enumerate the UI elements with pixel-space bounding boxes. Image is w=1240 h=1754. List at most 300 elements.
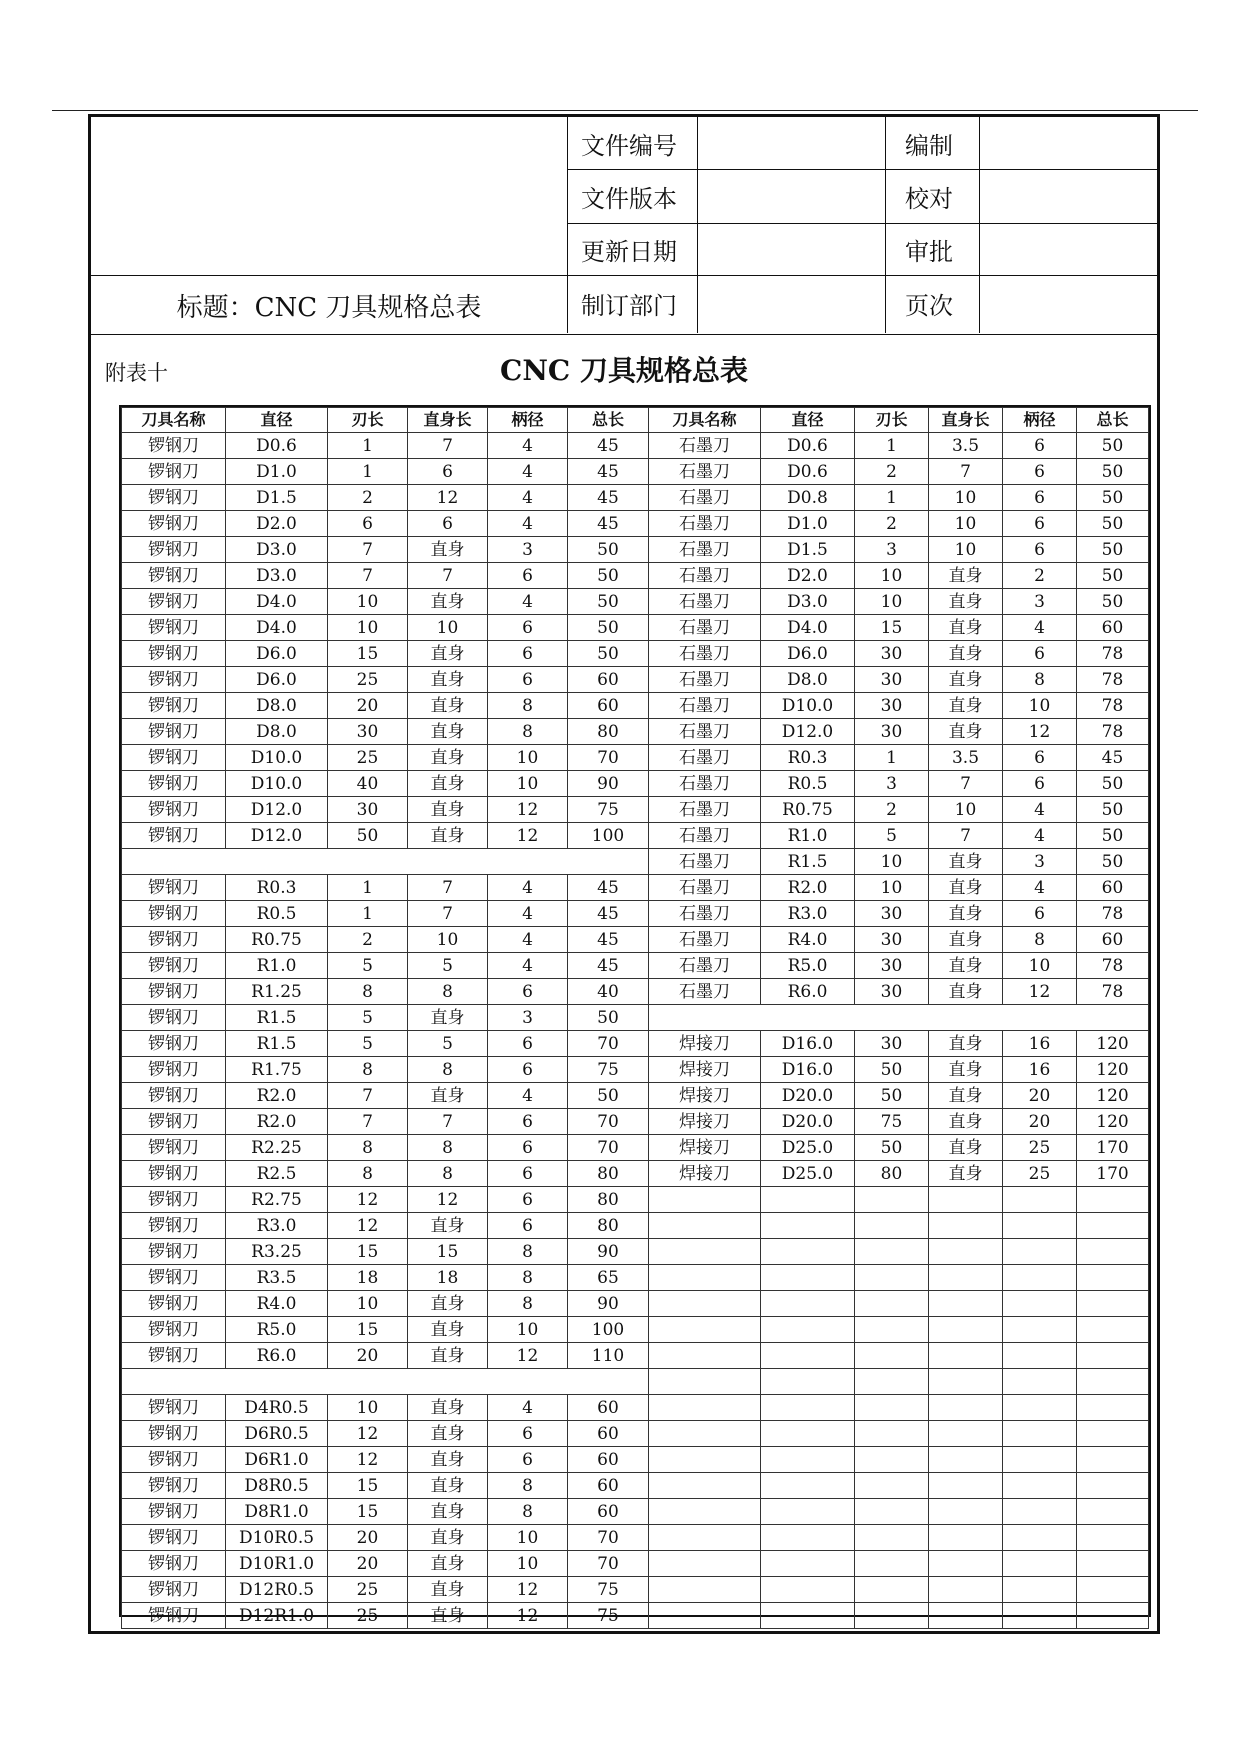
straight-length-cell (929, 1603, 1003, 1629)
table-row (122, 1291, 1149, 1317)
straight-length-cell: 12 (408, 1187, 488, 1213)
table-row (122, 1083, 1149, 1109)
table-row (122, 797, 1149, 823)
diameter-cell: R1.5 (761, 849, 855, 875)
total-length-cell: 50 (568, 537, 649, 563)
diameter-cell: D16.0 (761, 1031, 855, 1057)
diameter-cell: D8.0 (226, 719, 328, 745)
shank-diameter-cell: 4 (1003, 797, 1077, 823)
table-row (122, 1317, 1149, 1343)
flute-length-cell: 3 (855, 537, 929, 563)
flute-length-cell (855, 1395, 929, 1421)
flute-length-cell: 75 (855, 1109, 929, 1135)
table-row (122, 1421, 1149, 1447)
col-header-straight-length-2: 直身长 (929, 408, 1003, 433)
straight-length-cell: 直身 (929, 1031, 1003, 1057)
total-length-cell: 78 (1077, 719, 1149, 745)
total-length-cell (1077, 1395, 1149, 1421)
shank-diameter-cell: 6 (488, 1057, 568, 1083)
total-length-cell: 65 (568, 1265, 649, 1291)
table-row (122, 615, 1149, 641)
straight-length-cell: 直身 (929, 641, 1003, 667)
flute-length-cell: 15 (328, 1317, 408, 1343)
flute-length-cell: 7 (328, 563, 408, 589)
shank-diameter-cell: 10 (488, 745, 568, 771)
straight-length-cell: 直身 (929, 1161, 1003, 1187)
straight-length-cell: 直身 (408, 1395, 488, 1421)
page-number-label: 页次 (905, 291, 953, 320)
diameter-cell: R2.25 (226, 1135, 328, 1161)
flute-length-cell (855, 1343, 929, 1369)
total-length-cell: 45 (568, 433, 649, 459)
shank-diameter-cell: 12 (1003, 979, 1077, 1005)
table-row (122, 1265, 1149, 1291)
flute-length-cell (855, 1577, 929, 1603)
shank-diameter-cell (1003, 1265, 1077, 1291)
tool-name-cell (649, 1447, 761, 1473)
straight-length-cell: 直身 (929, 615, 1003, 641)
total-length-cell: 45 (568, 953, 649, 979)
total-length-cell: 45 (568, 459, 649, 485)
shank-diameter-cell: 8 (488, 719, 568, 745)
flute-length-cell: 15 (328, 641, 408, 667)
shank-diameter-cell: 10 (488, 771, 568, 797)
tool-name-cell (649, 1395, 761, 1421)
total-length-cell (1077, 1551, 1149, 1577)
tool-name-cell: 锣钢刀 (122, 1213, 226, 1239)
straight-length-cell: 7 (929, 459, 1003, 485)
shank-diameter-cell: 12 (1003, 719, 1077, 745)
diameter-cell: R3.0 (226, 1213, 328, 1239)
tool-name-cell (649, 1369, 761, 1395)
col-header-flute-length-2: 刃长 (855, 408, 929, 433)
straight-length-cell: 直身 (929, 953, 1003, 979)
flute-length-cell: 12 (328, 1187, 408, 1213)
flute-length-cell: 1 (855, 433, 929, 459)
straight-length-cell: 7 (408, 563, 488, 589)
straight-length-cell (929, 1577, 1003, 1603)
diameter-cell: R2.5 (226, 1161, 328, 1187)
total-length-cell: 70 (568, 1135, 649, 1161)
tool-name-cell: 锣钢刀 (122, 511, 226, 537)
flute-length-cell: 2 (855, 511, 929, 537)
diameter-cell (761, 1473, 855, 1499)
total-length-cell (1077, 1577, 1149, 1603)
tool-name-cell: 锣钢刀 (122, 1577, 226, 1603)
flute-length-cell (855, 1603, 929, 1629)
straight-length-cell: 直身 (408, 693, 488, 719)
total-length-cell: 50 (1077, 797, 1149, 823)
table-row (122, 1109, 1149, 1135)
total-length-cell: 60 (568, 693, 649, 719)
straight-length-cell: 7 (408, 901, 488, 927)
straight-length-cell: 直身 (408, 1473, 488, 1499)
table-header-row (122, 408, 1149, 433)
total-length-cell: 120 (1077, 1031, 1149, 1057)
straight-length-cell: 10 (929, 537, 1003, 563)
diameter-cell: D10.0 (226, 745, 328, 771)
diameter-cell: D2.0 (226, 511, 328, 537)
tool-name-cell: 锣钢刀 (122, 979, 226, 1005)
table-row (122, 1213, 1149, 1239)
tool-name-cell: 石墨刀 (649, 459, 761, 485)
shank-diameter-cell: 4 (488, 459, 568, 485)
file-version-value (697, 169, 885, 223)
table-row (122, 1551, 1149, 1577)
shank-diameter-cell: 8 (488, 1499, 568, 1525)
tool-name-cell: 石墨刀 (649, 433, 761, 459)
straight-length-cell: 直身 (408, 667, 488, 693)
diameter-cell: D25.0 (761, 1135, 855, 1161)
shank-diameter-cell: 16 (1003, 1031, 1077, 1057)
approved-by-label: 审批 (905, 237, 953, 266)
total-length-cell: 80 (568, 1213, 649, 1239)
straight-length-cell: 7 (408, 1109, 488, 1135)
shank-diameter-cell: 6 (488, 667, 568, 693)
tool-name-cell: 石墨刀 (649, 615, 761, 641)
shank-diameter-cell: 12 (488, 1577, 568, 1603)
straight-length-cell: 5 (408, 1031, 488, 1057)
flute-length-cell: 7 (328, 537, 408, 563)
tool-name-cell: 锣钢刀 (122, 875, 226, 901)
department-label: 制订部门 (581, 291, 677, 320)
diameter-cell: R0.3 (226, 875, 328, 901)
total-length-cell: 60 (568, 1499, 649, 1525)
diameter-cell: D0.6 (226, 433, 328, 459)
straight-length-cell: 5 (408, 953, 488, 979)
diameter-cell: R3.5 (226, 1265, 328, 1291)
table-row (122, 1005, 1149, 1031)
shank-diameter-cell: 6 (1003, 771, 1077, 797)
straight-length-cell: 直身 (408, 1421, 488, 1447)
tool-name-cell: 石墨刀 (649, 771, 761, 797)
shank-diameter-cell: 4 (488, 1395, 568, 1421)
total-length-cell: 45 (568, 875, 649, 901)
total-length-cell: 78 (1077, 979, 1149, 1005)
total-length-cell: 78 (1077, 953, 1149, 979)
flute-length-cell: 10 (328, 1291, 408, 1317)
total-length-cell: 90 (568, 1239, 649, 1265)
total-length-cell (1077, 1421, 1149, 1447)
total-length-cell: 60 (568, 667, 649, 693)
tool-name-cell (649, 1499, 761, 1525)
diameter-cell: D3.0 (761, 589, 855, 615)
flute-length-cell: 1 (855, 485, 929, 511)
total-length-cell: 100 (568, 1317, 649, 1343)
total-length-cell: 50 (1077, 511, 1149, 537)
table-row (122, 875, 1149, 901)
straight-length-cell: 直身 (929, 875, 1003, 901)
table-row (122, 1343, 1149, 1369)
diameter-cell: D10.0 (226, 771, 328, 797)
tool-name-cell: 锣钢刀 (122, 433, 226, 459)
table-row (122, 719, 1149, 745)
shank-diameter-cell (1003, 1213, 1077, 1239)
table-row (122, 693, 1149, 719)
diameter-cell: D1.5 (226, 485, 328, 511)
total-length-cell (1077, 1447, 1149, 1473)
diameter-cell: D12.0 (761, 719, 855, 745)
tool-name-cell: 焊接刀 (649, 1135, 761, 1161)
table-body (122, 433, 1149, 1629)
straight-length-cell (929, 1421, 1003, 1447)
shank-diameter-cell: 4 (1003, 615, 1077, 641)
straight-length-cell: 直身 (929, 979, 1003, 1005)
shank-diameter-cell: 8 (488, 1291, 568, 1317)
table-row (122, 1577, 1149, 1603)
table-row (122, 1369, 1149, 1395)
tool-name-cell (649, 1525, 761, 1551)
flute-length-cell: 8 (328, 1057, 408, 1083)
flute-length-cell: 5 (328, 953, 408, 979)
flute-length-cell: 8 (328, 1161, 408, 1187)
diameter-cell (761, 1499, 855, 1525)
col-header-diameter-2: 直径 (761, 408, 855, 433)
tool-name-cell: 锣钢刀 (122, 641, 226, 667)
diameter-cell (761, 1603, 855, 1629)
tool-name-cell (649, 1421, 761, 1447)
total-length-cell: 60 (568, 1473, 649, 1499)
straight-length-cell: 直身 (929, 849, 1003, 875)
diameter-cell (761, 1551, 855, 1577)
straight-length-cell: 直身 (408, 823, 488, 849)
tool-spec-table (121, 407, 1149, 1629)
update-date-label: 更新日期 (581, 237, 677, 266)
shank-diameter-cell: 4 (488, 433, 568, 459)
flute-length-cell (855, 1421, 929, 1447)
tool-name-cell: 焊接刀 (649, 1057, 761, 1083)
table-row (122, 1161, 1149, 1187)
straight-length-cell (929, 1343, 1003, 1369)
diameter-cell: D8.0 (761, 667, 855, 693)
shank-diameter-cell (1003, 1447, 1077, 1473)
shank-diameter-cell (1003, 1421, 1077, 1447)
diameter-cell: R4.0 (761, 927, 855, 953)
flute-length-cell: 10 (855, 563, 929, 589)
tool-name-cell (649, 1473, 761, 1499)
total-length-cell: 50 (568, 1005, 649, 1031)
tool-name-cell: 锣钢刀 (122, 459, 226, 485)
flute-length-cell: 12 (328, 1421, 408, 1447)
tool-name-cell: 焊接刀 (649, 1109, 761, 1135)
shank-diameter-cell (1003, 1239, 1077, 1265)
total-length-cell: 110 (568, 1343, 649, 1369)
flute-length-cell: 30 (855, 719, 929, 745)
total-length-cell: 50 (568, 563, 649, 589)
total-length-cell: 78 (1077, 901, 1149, 927)
diameter-cell: D6R1.0 (226, 1447, 328, 1473)
col-header-total-length: 总长 (568, 408, 649, 433)
diameter-cell: D1.5 (761, 537, 855, 563)
straight-length-cell (929, 1473, 1003, 1499)
flute-length-cell: 12 (328, 1447, 408, 1473)
flute-length-cell: 3 (855, 771, 929, 797)
col-header-tool-name: 刀具名称 (122, 408, 226, 433)
col-header-shank-diameter-2: 柄径 (1003, 408, 1077, 433)
col-header-total-length-2: 总长 (1077, 408, 1149, 433)
flute-length-cell: 25 (328, 1603, 408, 1629)
shank-diameter-cell: 6 (488, 1135, 568, 1161)
tool-name-cell: 锣钢刀 (122, 1551, 226, 1577)
tool-name-cell: 石墨刀 (649, 693, 761, 719)
flute-length-cell: 20 (328, 693, 408, 719)
table-row (122, 1057, 1149, 1083)
diameter-cell: D10R0.5 (226, 1525, 328, 1551)
shank-diameter-cell (1003, 1603, 1077, 1629)
diameter-cell: D12R1.0 (226, 1603, 328, 1629)
tool-name-cell: 锣钢刀 (122, 1005, 226, 1031)
straight-length-cell: 直身 (408, 537, 488, 563)
tool-name-cell: 锣钢刀 (122, 563, 226, 589)
diameter-cell (761, 1421, 855, 1447)
straight-length-cell: 直身 (408, 641, 488, 667)
shank-diameter-cell: 4 (488, 953, 568, 979)
flute-length-cell: 20 (328, 1343, 408, 1369)
table-row (122, 849, 1149, 875)
tool-name-cell: 石墨刀 (649, 927, 761, 953)
diameter-cell: D20.0 (761, 1083, 855, 1109)
flute-length-cell: 30 (855, 667, 929, 693)
flute-length-cell: 8 (328, 1135, 408, 1161)
straight-length-cell: 直身 (929, 693, 1003, 719)
tool-name-cell: 锣钢刀 (122, 1343, 226, 1369)
tool-name-cell: 石墨刀 (649, 511, 761, 537)
diameter-cell: D10.0 (761, 693, 855, 719)
diameter-cell: R1.75 (226, 1057, 328, 1083)
diameter-cell: D6.0 (226, 667, 328, 693)
total-length-cell: 50 (1077, 485, 1149, 511)
total-length-cell (1077, 1213, 1149, 1239)
flute-length-cell: 10 (855, 849, 929, 875)
total-length-cell: 78 (1077, 641, 1149, 667)
shank-diameter-cell: 6 (488, 1213, 568, 1239)
tool-spec-table-container (119, 405, 1151, 1626)
straight-length-cell: 直身 (408, 1213, 488, 1239)
shank-diameter-cell: 12 (488, 823, 568, 849)
diameter-cell (761, 1187, 855, 1213)
diameter-cell: D1.0 (226, 459, 328, 485)
total-length-cell: 45 (568, 485, 649, 511)
straight-length-cell: 直身 (929, 901, 1003, 927)
diameter-cell: D16.0 (761, 1057, 855, 1083)
total-length-cell (1077, 1603, 1149, 1629)
total-length-cell: 50 (1077, 823, 1149, 849)
shank-diameter-cell: 10 (488, 1317, 568, 1343)
diameter-cell: D8R1.0 (226, 1499, 328, 1525)
flute-length-cell: 5 (328, 1005, 408, 1031)
flute-length-cell: 30 (855, 693, 929, 719)
total-length-cell: 50 (568, 615, 649, 641)
flute-length-cell: 1 (855, 745, 929, 771)
total-length-cell: 50 (1077, 589, 1149, 615)
flute-length-cell (855, 1291, 929, 1317)
total-length-cell: 78 (1077, 693, 1149, 719)
straight-length-cell: 直身 (408, 797, 488, 823)
table-row (122, 641, 1149, 667)
shank-diameter-cell (1003, 1343, 1077, 1369)
flute-length-cell: 10 (328, 589, 408, 615)
flute-length-cell (855, 1265, 929, 1291)
flute-length-cell (855, 1447, 929, 1473)
total-length-cell (1077, 1239, 1149, 1265)
straight-length-cell: 直身 (929, 667, 1003, 693)
shank-diameter-cell: 6 (1003, 485, 1077, 511)
shank-diameter-cell: 3 (488, 1005, 568, 1031)
straight-length-cell (929, 1291, 1003, 1317)
appendix-label: 附表十 (105, 361, 168, 385)
diameter-cell: D12.0 (226, 823, 328, 849)
diameter-cell: R2.0 (226, 1109, 328, 1135)
straight-length-cell: 直身 (408, 1499, 488, 1525)
shank-diameter-cell: 6 (488, 1421, 568, 1447)
flute-length-cell: 10 (855, 875, 929, 901)
straight-length-cell: 直身 (929, 563, 1003, 589)
table-row (122, 1499, 1149, 1525)
tool-name-cell: 石墨刀 (649, 589, 761, 615)
shank-diameter-cell: 8 (1003, 927, 1077, 953)
total-length-cell: 60 (568, 1447, 649, 1473)
department-value (697, 275, 885, 331)
shank-diameter-cell: 6 (1003, 745, 1077, 771)
document-title-label: 标题：CNC 刀具规格总表 (176, 292, 482, 323)
flute-length-cell: 30 (328, 719, 408, 745)
shank-diameter-cell: 6 (1003, 459, 1077, 485)
flute-length-cell: 18 (328, 1265, 408, 1291)
total-length-cell: 80 (568, 719, 649, 745)
flute-length-cell: 25 (328, 667, 408, 693)
total-length-cell: 70 (568, 1525, 649, 1551)
diameter-cell: R0.5 (226, 901, 328, 927)
tool-name-cell: 石墨刀 (649, 823, 761, 849)
checked-by-value (979, 169, 1157, 223)
tool-name-cell: 石墨刀 (649, 875, 761, 901)
straight-length-cell (929, 1551, 1003, 1577)
flute-length-cell: 15 (855, 615, 929, 641)
diameter-cell: D12R0.5 (226, 1577, 328, 1603)
shank-diameter-cell: 4 (488, 511, 568, 537)
shank-diameter-cell: 8 (488, 1239, 568, 1265)
total-length-cell: 120 (1077, 1057, 1149, 1083)
straight-length-cell: 直身 (408, 745, 488, 771)
flute-length-cell: 80 (855, 1161, 929, 1187)
tool-name-cell: 锣钢刀 (122, 1161, 226, 1187)
shank-diameter-cell (1003, 1317, 1077, 1343)
flute-length-cell: 30 (855, 953, 929, 979)
diameter-cell: D10R1.0 (226, 1551, 328, 1577)
shank-diameter-cell: 10 (1003, 693, 1077, 719)
straight-length-cell: 3.5 (929, 745, 1003, 771)
straight-length-cell: 直身 (408, 771, 488, 797)
total-length-cell: 60 (1077, 875, 1149, 901)
diameter-cell: D2.0 (761, 563, 855, 589)
total-length-cell: 70 (568, 1109, 649, 1135)
table-row (122, 1473, 1149, 1499)
diameter-cell: R1.0 (226, 953, 328, 979)
tool-name-cell: 锣钢刀 (122, 1525, 226, 1551)
document-header (91, 117, 1157, 335)
blank-separator-cell (649, 1005, 1149, 1031)
straight-length-cell: 直身 (408, 1005, 488, 1031)
diameter-cell: D20.0 (761, 1109, 855, 1135)
flute-length-cell (855, 1213, 929, 1239)
total-length-cell: 100 (568, 823, 649, 849)
total-length-cell: 75 (568, 1577, 649, 1603)
flute-length-cell: 30 (855, 979, 929, 1005)
flute-length-cell: 30 (328, 797, 408, 823)
straight-length-cell: 直身 (408, 1525, 488, 1551)
straight-length-cell: 3.5 (929, 433, 1003, 459)
table-row (122, 667, 1149, 693)
